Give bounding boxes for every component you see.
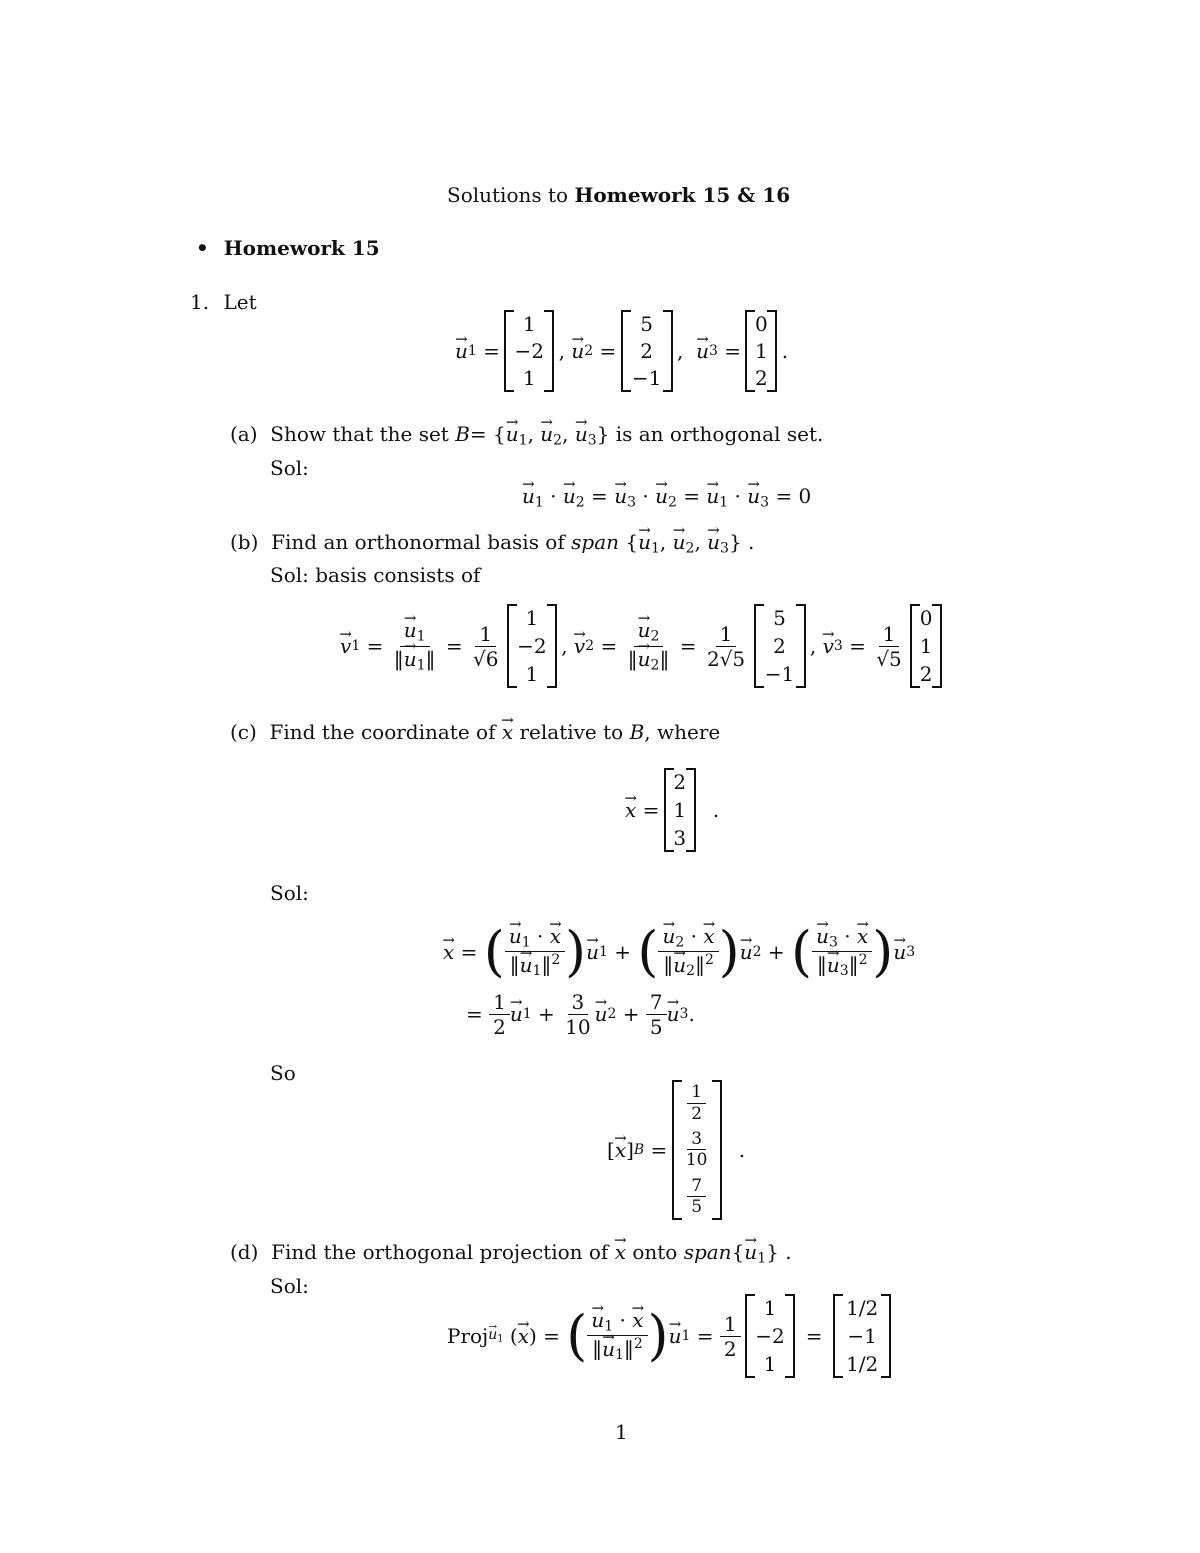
part-b-question: (b) Find an orthonormal basis of span {→ $u_1$, → $u_2$, → $u_3$} . [230,530,754,557]
part-a-question: (a) Show that the set B= {→ $u_1$, → $u_2$, → $u_3$} is an orthogonal set. [230,422,823,449]
u3-matrix: 0 1 2 [747,310,775,392]
coordinate-matrix: $\frac{1}{2}$ $\frac{3}{10}$ $\frac{7}{5}$ [674,1080,720,1220]
part-b-sol-label: Sol: basis consists of [270,563,481,587]
proj-result-matrix: 1/2 −1 1/2 [835,1294,889,1378]
v3-matrix: 0 1 2 [912,604,940,688]
coordinate-vector: [ → x ] B = $\frac{1}{2}$ $\frac{3}{10}$ $\frac{7}{5}$ . [607,1080,745,1220]
projection-equation: Proj → $u_1$ ( → x ) = ( → $\frac{u_1 \cdot \to x}{‖\to u_1‖^2}$ ) → u 1 = $\frac{1}{2}$ 1 −2 1 = 1/2 −1 1/2 [447,1294,889,1378]
x-expansion: → x = ( → $\frac{u_1 \cdot \to x}{‖\to u_1‖^2}$ ) → u 1 + ( → $\frac{u_2 \cdot \to x}{‖\to u_2‖^2}$ ) → u 2 + ( → $\frac{u_3 \cdot \to x}{‖\to u_3‖^2}$ ) → u 3 [443,920,915,984]
so-label: So [270,1061,296,1085]
problem-number: 1. [190,290,210,314]
x-expansion-values: = $\frac{1}{2}$ → u 1 + $\frac{3}{10}$ → u 2 + $\frac{7}{5}$ → u 3 . [466,988,695,1040]
part-d-question: (d) Find the orthogonal projection of → x onto span{→ $u_1$} . [230,1240,792,1267]
x-matrix: 2 1 3 [666,768,694,852]
part-d-sol-label: Sol: [270,1274,309,1298]
page-title [447,183,790,207]
page-number: 1 [615,1420,628,1444]
part-c-sol-label: Sol: [270,881,309,905]
v2-matrix: 5 2 −1 [756,604,804,688]
problem-intro-text: Let [223,290,257,314]
part-c-question: (c) Find the coordinate of → x relative to B, where [230,720,720,744]
orthonormal-basis-equation: → v 1 = → $\frac{u_1}{‖\to u_1‖}$ = $\frac{1}{√6}$ 1 −2 1 , → v 2 = → $\frac{u_2}{‖\to u_2‖}$ = $\frac{1}{2√5}$ 5 2 −1 , → v 3 = $\frac{1}{√5}$ 0 1 2 [340,603,940,689]
part-a-sol-label: Sol: [270,456,309,480]
vector-definitions: → u 1 = 1 −2 1 , → u 2 = 5 2 −1 , → u 3 = 0 1 2 . [455,310,788,392]
part-a-answer: → $u_1$ · → $u_2$ = → $u_3$ · → $u_2$ = → $u_1$ · → $u_3 = 0$ [522,484,811,511]
problem-1-intro [190,290,257,314]
title-prefix: Solutions to [447,183,569,207]
u2-matrix: 5 2 −1 [623,310,671,392]
u1-symbol: → u [455,339,468,363]
proj-u1-matrix: 1 −2 1 [747,1294,793,1378]
title-bold: Homework 15 & 16 [574,183,791,207]
bullet: • [196,236,209,260]
v1-matrix: 1 −2 1 [509,604,555,688]
x-definition: → x = 2 1 3 . [625,768,719,852]
u1-matrix: 1 −2 1 [506,310,552,392]
section-heading [196,236,380,260]
section-label: Homework 15 [223,236,380,260]
